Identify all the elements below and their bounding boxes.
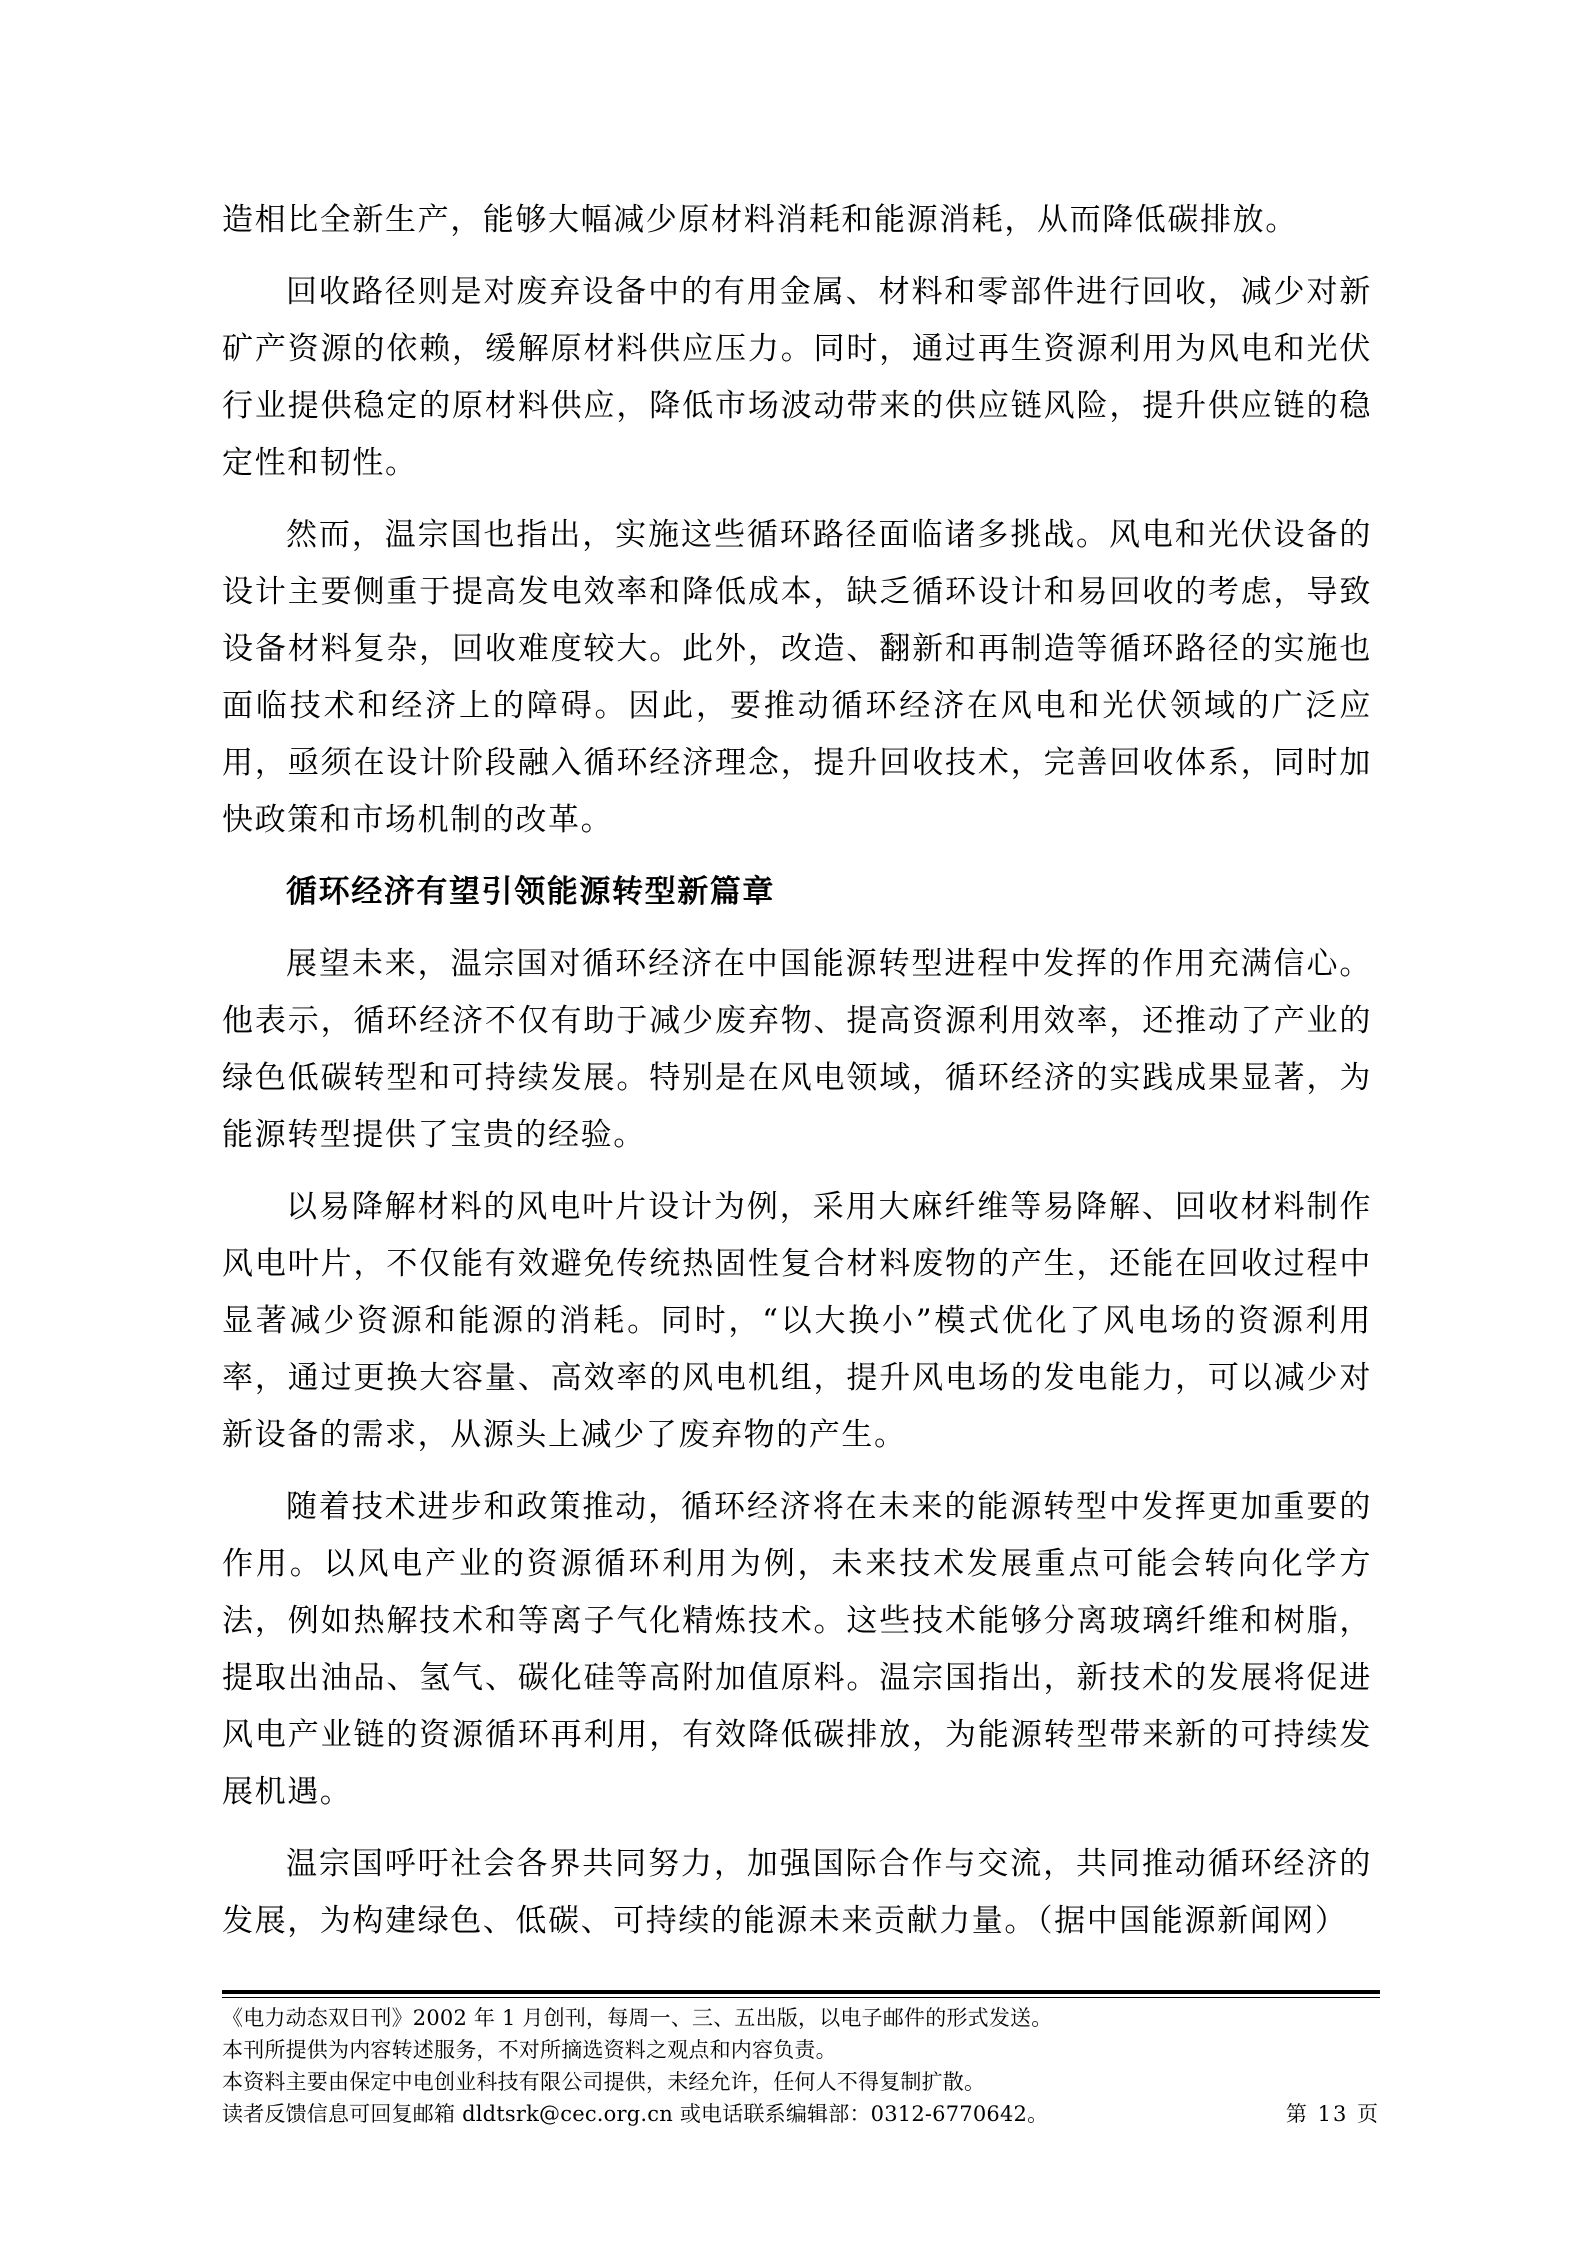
footer-line-disclaimer: 本刊所提供为内容转述服务，不对所摘选资料之观点和内容负责。 <box>222 2038 837 2062</box>
article-body <box>222 192 1372 1965</box>
footer-line-contact: 读者反馈信息可回复邮箱 dldtsrk@cec.org.cn 或电话联系编辑部：0312-6770642。 <box>222 2102 1049 2126</box>
footer-line-copyright: 本资料主要由保定中电创业科技有限公司提供，未经允许，任何人不得复制扩散。 <box>222 2070 986 2094</box>
footer-contact-row <box>222 2098 1380 2130</box>
page-footer <box>222 1990 1380 2130</box>
paragraph-3: 然而，温宗国也指出，实施这些循环路径面临诸多挑战。风电和光伏设备的设计主要侧重于提高发电效率和降低成本，缺乏循环设计和易回收的考虑，导致设备材料复杂，回收难度较大。此外，改造、翻新和再制造等循环路径的实施也面临技术和经济上的障碍。因此，要推动循环经济在风电和光伏领域的广泛应用，亟须在设计阶段融入循环经济理念，提升回收技术，完善回收体系，同时加快政策和市场机制的改革。 <box>222 517 1372 838</box>
paragraph-6: 随着技术进步和政策推动，循环经济将在未来的能源转型中发挥更加重要的作用。以风电产业的资源循环利用为例，未来技术发展重点可能会转向化学方法，例如热解技术和等离子气化精炼技术。这些技术能够分离玻璃纤维和树脂，提取出油品、氢气、碳化硅等高附加值原料。温宗国指出，新技术的发展将促进风电产业链的资源循环再利用，有效降低碳排放，为能源转型带来新的可持续发展机遇。 <box>222 1489 1372 1810</box>
footer-rule-thin <box>222 1997 1380 1998</box>
paragraph-4: 展望未来，温宗国对循环经济在中国能源转型进程中发挥的作用充满信心。他表示，循环经济不仅有助于减少废弃物、提高资源利用效率，还推动了产业的绿色低碳转型和可持续发展。特别是在风电领域，循环经济的实践成果显著，为能源转型提供了宝贵的经验。 <box>222 946 1372 1153</box>
section-heading: 循环经济有望引领能源转型新篇章 <box>286 874 775 910</box>
footer-rule-thick <box>222 1990 1380 1994</box>
paragraph-1: 造相比全新生产，能够大幅减少原材料消耗和能源消耗，从而降低碳排放。 <box>222 202 1298 238</box>
footer-notice <box>222 2002 1380 2130</box>
page-number: 第 13 页 <box>1285 2102 1380 2126</box>
paragraph-2: 回收路径则是对废弃设备中的有用金属、材料和零部件进行回收，减少对新矿产资源的依赖，缓解原材料供应压力。同时，通过再生资源利用为风电和光伏行业提供稳定的原材料供应，降低市场波动带来的供应链风险，提升供应链的稳定性和韧性。 <box>222 274 1372 481</box>
footer-line-publication: 《电力动态双日刊》2002 年 1 月创刊，每周一、三、五出版，以电子邮件的形式发送。 <box>222 2006 1053 2030</box>
paragraph-5: 以易降解材料的风电叶片设计为例，采用大麻纤维等易降解、回收材料制作风电叶片，不仅能有效避免传统热固性复合材料废物的产生，还能在回收过程中显著减少资源和能源的消耗。同时，“以大换小”模式优化了风电场的资源利用率，通过更换大容量、高效率的风电机组，提升风电场的发电能力，可以减少对新设备的需求，从源头上减少了废弃物的产生。 <box>222 1189 1372 1453</box>
paragraph-7: 温宗国呼吁社会各界共同努力，加强国际合作与交流，共同推动循环经济的发展，为构建绿色、低碳、可持续的能源未来贡献力量。（据中国能源新闻网） <box>222 1846 1372 1939</box>
